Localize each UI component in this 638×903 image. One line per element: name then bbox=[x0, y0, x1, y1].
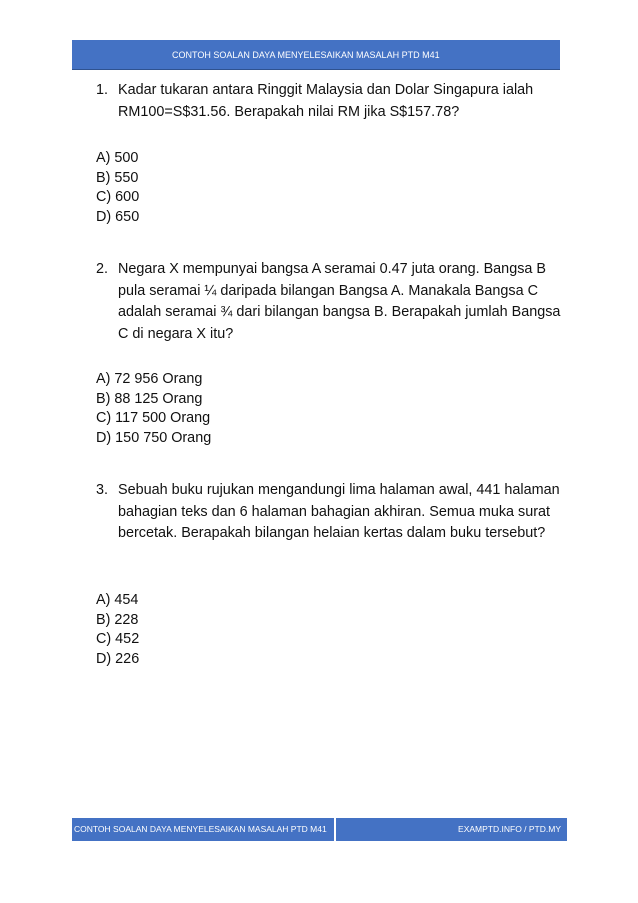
question-number: 2. bbox=[96, 261, 109, 277]
option-b: B) 228 bbox=[96, 611, 139, 628]
option-a: A) 72 956 Orang bbox=[96, 371, 203, 387]
option-b: B) 88 125 Orang bbox=[96, 390, 203, 407]
question-1 bbox=[96, 80, 566, 123]
option-c: C) 117 500 Orang bbox=[96, 410, 211, 426]
footer-website: EXAMPTD.INFO / PTD.MY bbox=[458, 824, 561, 834]
question-text: Kadar tukaran antara Ringgit Malaysia dan Dolar Singapura ialah RM100=S$31.56. Berapakah nilai RM jika S$157.78? bbox=[118, 82, 534, 120]
question-text: Sebuah buku rujukan mengandungi lima halaman awal, 441 halaman bahagian teks dan 6 halaman bahagian akhiran. Semua muka surat bercetak. Berapakah bilangan helaian kertas dalam buku tersebut? bbox=[118, 482, 560, 541]
question-1-options bbox=[96, 149, 139, 227]
option-d: D) 226 bbox=[96, 650, 140, 667]
option-b: B) 550 bbox=[96, 169, 139, 186]
option-d: D) 650 bbox=[96, 208, 140, 225]
question-2-options bbox=[96, 370, 211, 448]
page-header bbox=[72, 40, 560, 70]
option-c: C) 600 bbox=[96, 189, 140, 205]
question-number: 3. bbox=[96, 482, 109, 498]
option-c: C) 452 bbox=[96, 631, 140, 647]
option-a: A) 454 bbox=[96, 592, 139, 608]
question-3-options bbox=[96, 591, 139, 669]
footer-right bbox=[336, 818, 567, 841]
question-text: Negara X mempunyai bangsa A seramai 0.47 juta orang. Bangsa B pula seramai ¼ daripada bilangan Bangsa A. Manakala Bangsa C adalah seramai ¾ dari bilangan bangsa B. Berapakah jumlah Bangsa C di negara X itu? bbox=[118, 261, 561, 342]
option-a: A) 500 bbox=[96, 150, 139, 166]
question-3 bbox=[96, 480, 566, 545]
header-title: CONTOH SOALAN DAYA MENYELESAIKAN MASALAH PTD M41 bbox=[172, 50, 440, 60]
option-d: D) 150 750 Orang bbox=[96, 429, 212, 446]
question-number: 1. bbox=[96, 82, 109, 98]
question-2 bbox=[96, 259, 566, 345]
footer-left bbox=[72, 818, 334, 841]
footer-title: CONTOH SOALAN DAYA MENYELESAIKAN MASALAH PTD M41 bbox=[74, 824, 327, 834]
